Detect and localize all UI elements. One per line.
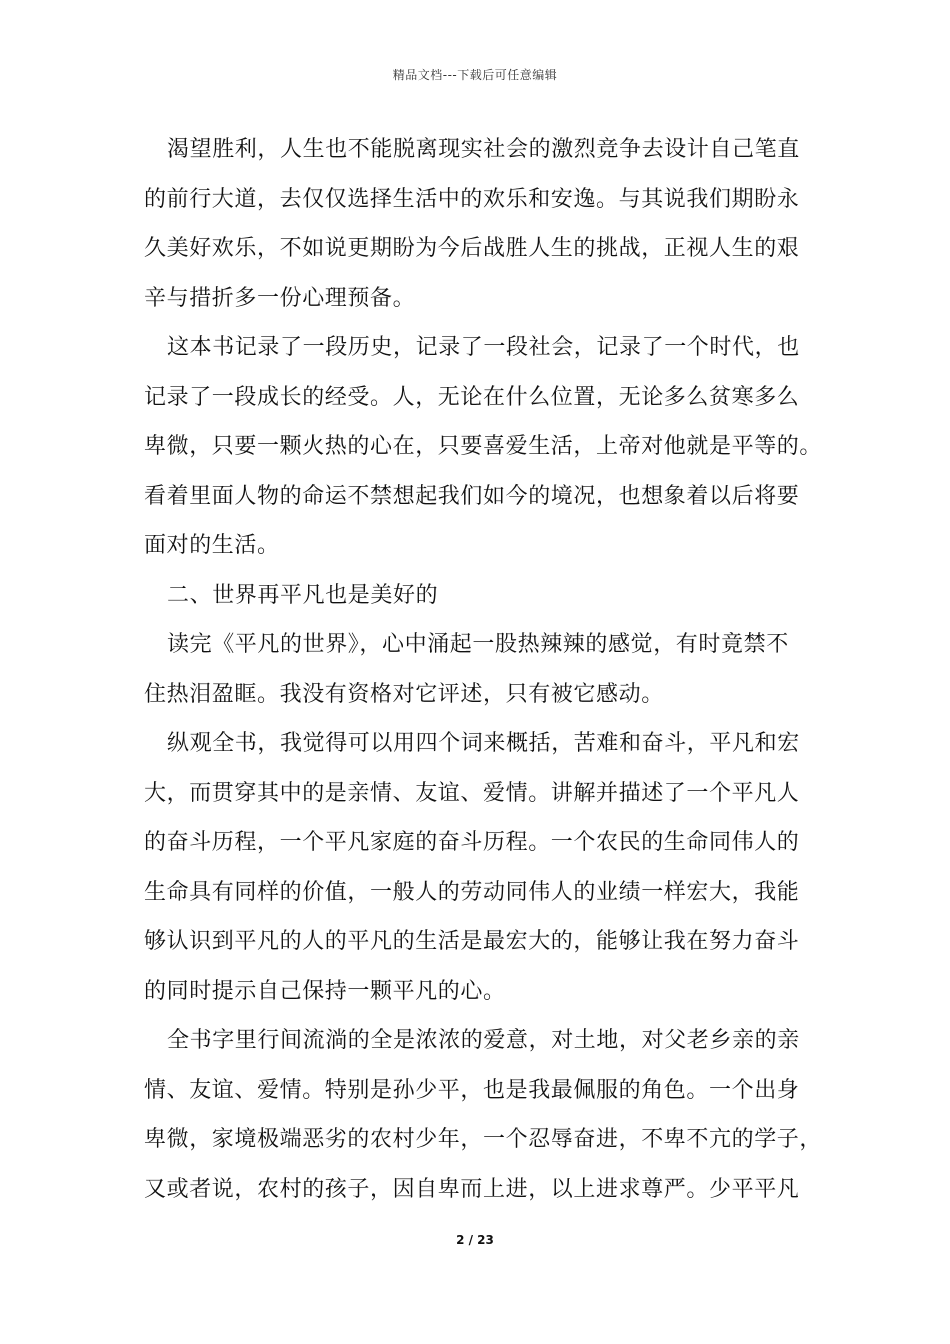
paragraph-line: 面对的生活。: [144, 533, 280, 558]
paragraph-line: 这本书记录了一段历史，记录了一段社会，记录了一个时代，也: [167, 335, 800, 360]
paragraph-line: 辛与措折多一份心理预备。: [144, 285, 416, 311]
paragraph-line: 卑微，家境极端恶劣的农村少年，一个忍辱奋进，不卑不亢的学子，: [144, 1127, 823, 1152]
paragraph-line: 纵观全书，我觉得可以用四个词来概括，苦难和奋斗，平凡和宏: [167, 731, 800, 756]
paragraph-line: 又或者说，农村的孩子，因自卑而上进，以上进求尊严。少平平凡: [144, 1176, 800, 1202]
paragraph-line: 卑微，只要一颗火热的心在，只要喜爱生活，上帝对他就是平等的。: [144, 434, 823, 459]
page-header: 精品文档---下载后可任意编辑: [392, 68, 558, 82]
paragraph-line: 渴望胜利，人生也不能脱离现实社会的激烈竞争去设计自己笔直: [167, 137, 800, 162]
paragraph-line: 生命具有同样的价值，一般人的劳动同伟人的业绩一样宏大，我能: [144, 879, 800, 905]
paragraph-line: 情、友谊、爱情。特别是孙少平，也是我最佩服的角色。一个出身: [144, 1077, 800, 1103]
section-heading: 二、世界再平凡也是美好的: [167, 582, 439, 608]
page-number: 2 / 23: [456, 1233, 494, 1247]
paragraph-line: 记录了一段成长的经受。人，无论在什么位置，无论多么贫寒多么: [144, 384, 800, 410]
document-body: [144, 132, 824, 1221]
paragraph-line: 够认识到平凡的人的平凡的生活是最宏大的，能够让我在努力奋斗: [144, 929, 800, 954]
paragraph-line: 的奋斗历程，一个平凡家庭的奋斗历程。一个农民的生命同伟人的: [144, 830, 800, 855]
paragraph-line: 住热泪盈眶。我没有资格对它评述，只有被它感动。: [144, 681, 664, 707]
paragraph-line: 读完《平凡的世界》，心中涌起一股热辣辣的感觉，有时竟禁不: [167, 632, 789, 657]
paragraph-line: 的前行大道，去仅仅选择生活中的欢乐和安逸。与其说我们期盼永: [144, 186, 800, 212]
paragraph-line: 看着里面人物的命运不禁想起我们如今的境况，也想象着以后将要: [144, 483, 800, 509]
paragraph-line: 大，而贯穿其中的是亲情、友谊、爱情。讲解并描述了一个平凡人: [144, 780, 800, 806]
paragraph-line: 的同时提示自己保持一颗平凡的心。: [144, 978, 506, 1004]
paragraph-line: 久美好欢乐，不如说更期盼为今后战胜人生的挑战，正视人生的艰: [144, 236, 800, 261]
paragraph-line: 全书字里行间流淌的全是浓浓的爱意，对土地，对父老乡亲的亲: [167, 1028, 800, 1053]
